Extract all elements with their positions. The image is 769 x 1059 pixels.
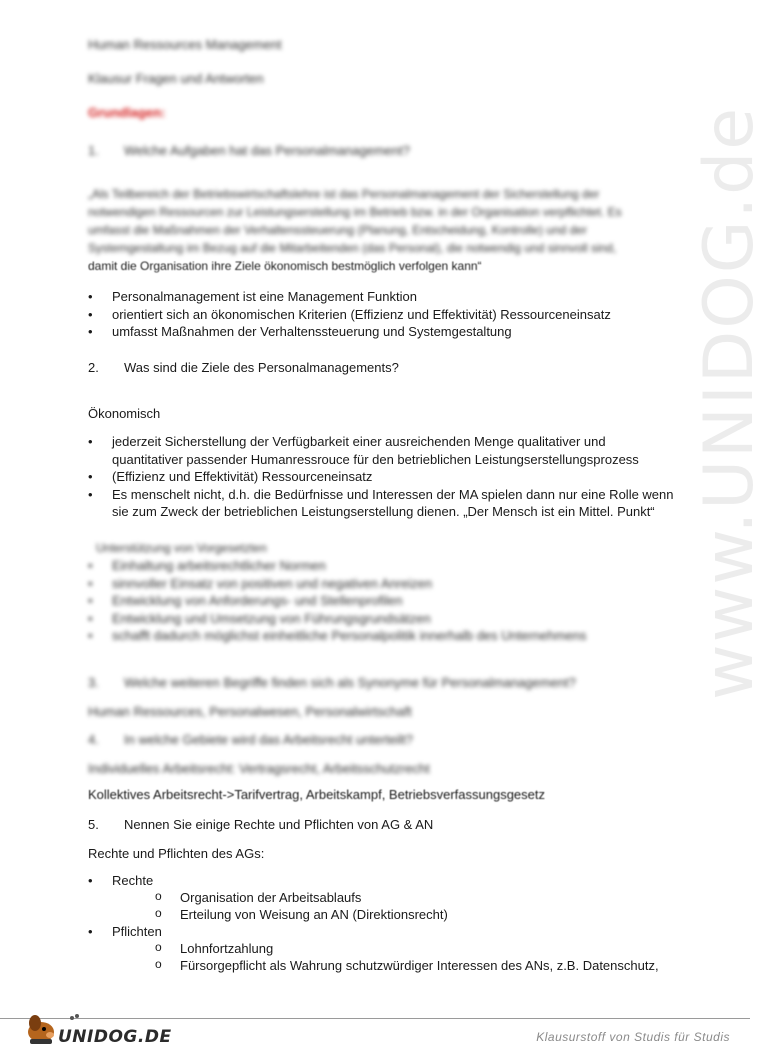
rechte-sublist xyxy=(155,889,448,923)
list-item: • schafft dadurch möglichst einheitliche Personalpolitik innerhalb des Unternehmens xyxy=(88,627,587,645)
question-number: 1. xyxy=(88,143,99,158)
blurred-heading: Unterstützung von Vorgesetzten xyxy=(96,541,267,555)
list-item: • Personalmanagement ist eine Management Funktion xyxy=(88,288,611,306)
question-text: Nennen Sie einige Rechte und Pflichten von AG & AN xyxy=(124,817,434,832)
subheading: Rechte und Pflichten des AGs: xyxy=(88,846,265,861)
question-number: 2. xyxy=(88,360,99,375)
list-item: • jederzeit Sicherstellung der Verfügbarkeit einer ausreichenden Menge qualitativer und quantitativer passender Humanressrouce für den betrieblichen Leistungserstellungsprozess xyxy=(88,433,674,468)
question-text: Welche Aufgaben hat das Personalmanagement? xyxy=(124,143,410,158)
quote-line: umfasst die Maßnahmen der Verhaltenssteuerung (Planung, Entscheidung, Kontrolle) und der xyxy=(88,223,587,237)
subheading: Ökonomisch xyxy=(88,406,161,421)
list-item: • Entwicklung und Umsetzung von Führungsgrundsätzen xyxy=(88,610,587,628)
footer-tagline: Klausurstoff von Studis für Studis xyxy=(536,1030,730,1044)
watermark: www.UNIDOG.de xyxy=(690,105,769,700)
question-number: 5. xyxy=(88,817,99,832)
q1-bullets xyxy=(88,288,611,341)
quote-line: notwendigen Ressourcen zur Leistungserstellung im Betrieb bzw. in der Organisation verpflichtet. Es xyxy=(88,205,622,219)
pflichten-sublist xyxy=(155,940,659,974)
list-item: • orientiert sich an ökonomischen Kriterien (Effizienz und Effektivität) Ressourceneinsatz xyxy=(88,306,611,324)
list-item: o Erteilung von Weisung an AN (Direktionsrecht) xyxy=(155,906,448,923)
rechte-bullet xyxy=(88,872,153,890)
list-item: • Einhaltung arbeitsrechtlicher Normen xyxy=(88,557,587,575)
question-number: 4. xyxy=(88,732,99,747)
pflichten-bullet xyxy=(88,923,162,941)
list-item: • umfasst Maßnahmen der Verhaltenssteuerung und Systemgestaltung xyxy=(88,323,611,341)
question-text: Welche weiteren Begriffe finden sich als Synonyme für Personalmanagement? xyxy=(124,675,576,690)
list-item: • Rechte xyxy=(88,872,153,890)
question-number: 3. xyxy=(88,675,99,690)
list-item: o Lohnfortzahlung xyxy=(155,940,659,957)
list-item: o Fürsorgepflicht als Wahrung schutzwürdiger Interessen des ANs, z.B. Datenschutz, xyxy=(155,957,659,974)
document-title: Human Ressources Management xyxy=(88,37,282,52)
document-subtitle: Klausur Fragen und Antworten xyxy=(88,71,264,86)
list-item: • Pflichten xyxy=(88,923,162,941)
question-text: Was sind die Ziele des Personalmanagements? xyxy=(124,360,399,375)
q2-bullets xyxy=(88,433,674,521)
question-4 xyxy=(88,731,413,748)
answer: Kollektives Arbeitsrecht->Tarifvertrag, Arbeitskampf, Betriebsverfassungsgesetz xyxy=(88,787,546,802)
list-item: • sinnvoller Einsatz von positiven und negativen Anreizen xyxy=(88,575,587,593)
quote-line: damit die Organisation ihre Ziele ökonomisch bestmöglich verfolgen kann“ xyxy=(88,259,482,273)
list-item: • (Effizienz und Effektivität) Ressourceneinsatz xyxy=(88,468,674,486)
answer: Human Ressources, Personalwesen, Personalwirtschaft xyxy=(88,704,412,719)
question-2 xyxy=(88,359,399,376)
answer: Individuelles Arbeitsrecht: Vertragsrecht, Arbeitsschutzrecht xyxy=(88,761,430,776)
quote-line: Systemgestaltung im Bezug auf die Mitarbeitenden (das Personal), die notwendig und sinnvoll sind, xyxy=(88,241,617,255)
blurred-bullets xyxy=(88,557,587,645)
question-text: In welche Gebiete wird das Arbeitsrecht unterteilt? xyxy=(124,732,414,747)
question-3 xyxy=(88,674,576,691)
list-item: • Entwicklung von Anforderungs- und Stellenprofilen xyxy=(88,592,587,610)
section-heading: Grundlagen: xyxy=(88,105,166,120)
question-1 xyxy=(88,142,410,159)
logo-text: UNIDOG.DE xyxy=(58,1027,172,1047)
question-5 xyxy=(88,816,433,833)
list-item: o Organisation der Arbeitsablaufs xyxy=(155,889,448,906)
quote-line: „Als Teilbereich der Betriebswirtschaftslehre ist das Personalmanagement der Sicherstellung der xyxy=(88,187,600,201)
list-item: • Es menschelt nicht, d.h. die Bedürfnisse und Interessen der MA spielen dann nur eine Rolle wenn sie zum Zweck der betrieblichen Leistungserstellung dienen. „Der Mensch ist ein Mittel. Punkt“ xyxy=(88,486,674,521)
